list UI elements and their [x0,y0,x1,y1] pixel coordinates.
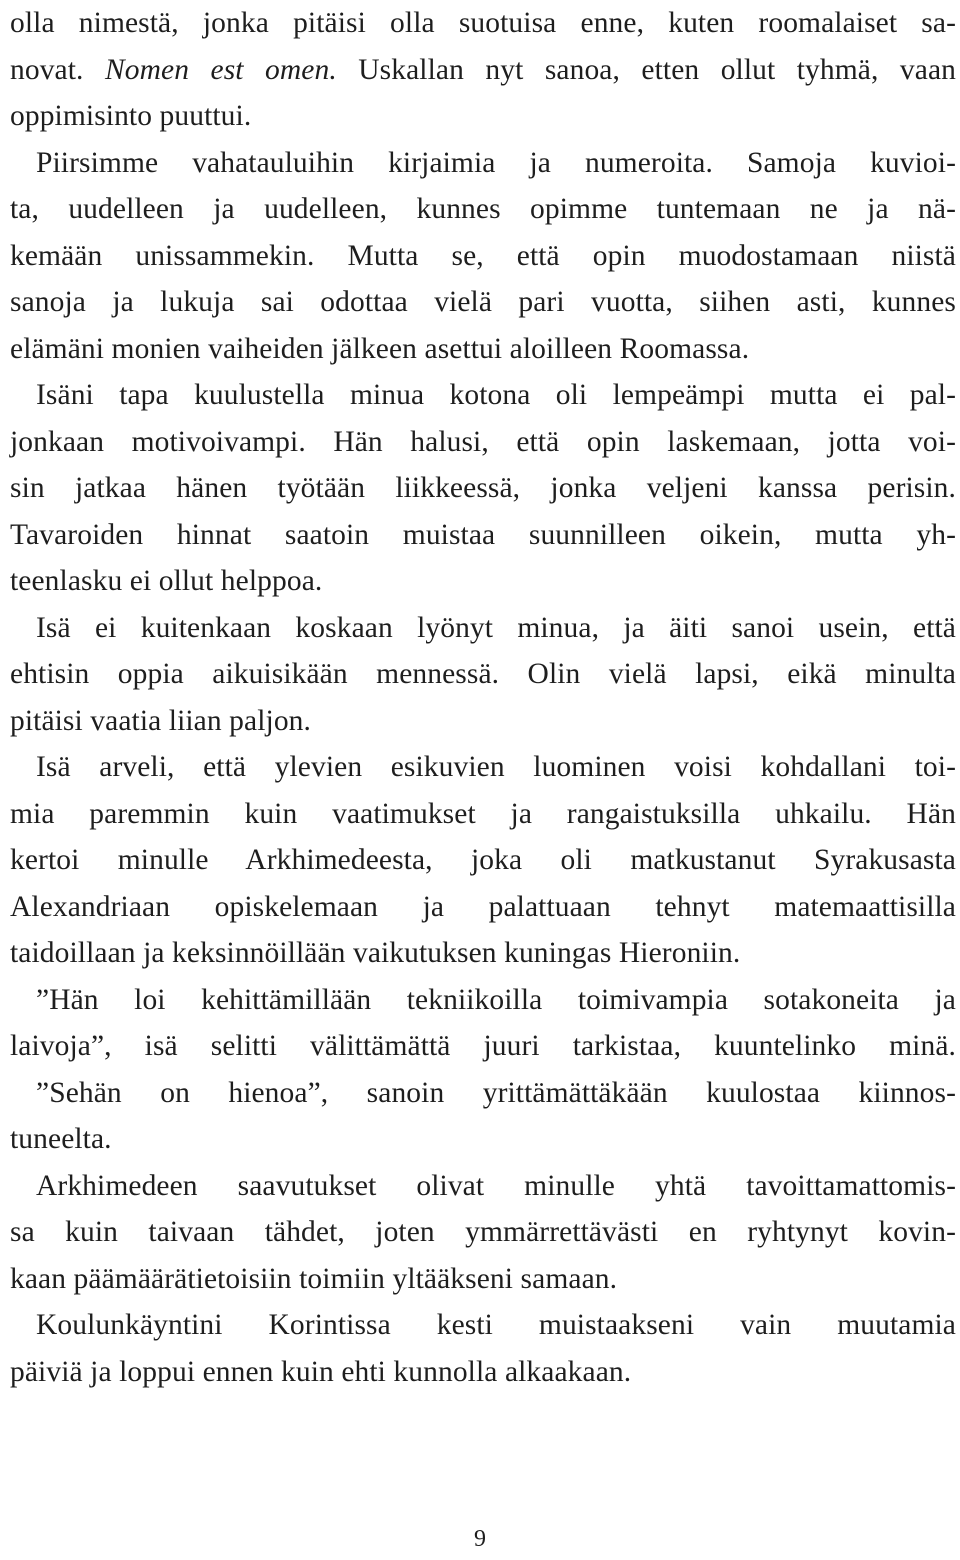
text-line: ehtisin oppia aikuisikään mennessä. Olin vielä lapsi, eikä minulta [10,658,956,690]
text-line: taidoillaan ja keksinnöillään vaikutuksen kuningas Hieroniin. [10,937,741,969]
text-line: Isä arveli, että ylevien esikuvien luominen voisi kohdallani toi- [36,751,956,783]
text-segment: novat. [10,53,105,86]
text-line: Isäni tapa kuulustella minua kotona oli lempeämpi mutta ei pal- [36,379,956,411]
text-line: jonkaan motivoivampi. Hän halusi, että opin laskemaan, jotta voi- [10,425,956,458]
text-line: laivoja”, isä selitti välittämättä juuri tarkistaa, kuuntelinko minä. [10,1030,956,1062]
text-line: kertoi minulle Arkhimedeesta, joka oli matkustanut Syrakusasta [10,844,956,876]
text-line: ”Sehän on hienoa”, sanoin yrittämättäkään kuulostaa kiinnos- [36,1076,956,1109]
text-line: Piirsimme vahatauluihin kirjaimia ja numeroita. Samoja kuvioi- [36,146,956,179]
text-line: kaan päämäärätietoisiin toimiin yltääkseni samaan. [10,1262,618,1295]
text-line: sin jatkaa hänen työtään liikkeessä, jonka veljeni kanssa perisin. [10,472,956,504]
text-line [10,47,956,94]
body-text [10,0,956,1395]
text-line: sanoja ja lukuja sai odottaa vielä pari vuotta, siihen asti, kunnes [10,286,956,318]
text-line: päiviä ja loppui ennen kuin ehti kunnolla alkaakaan. [10,1355,632,1388]
text-line: Tavaroiden hinnat saatoin muistaa suunnilleen oikein, mutta yh- [10,518,956,551]
text-line: kemään unissammekin. Mutta se, että opin muodostamaan niistä [10,239,956,272]
page-number: 9 [474,1526,486,1552]
text-line: oppimisinto puuttui. [10,100,252,132]
text-line: Arkhimedeen saavutukset olivat minulle yhtä tavoittamattomis- [36,1169,956,1202]
text-line: ”Hän loi kehittämillään tekniikoilla toimivampia sotakoneita ja [36,983,956,1016]
text-line: Koulunkäyntini Korintissa kesti muistaakseni vain muutamia [36,1309,956,1341]
text-line: Alexandriaan opiskelemaan ja palattuaan tehnyt matemaattisilla [10,890,956,923]
text-line: ta, uudelleen ja uudelleen, kunnes opimme tuntemaan ne ja nä- [10,193,956,225]
text-line: sa kuin taivaan tähdet, joten ymmärrettävästi en ryhtynyt kovin- [10,1216,956,1248]
text-line: mia paremmin kuin vaatimukset ja rangaistuksilla uhkailu. Hän [10,797,956,830]
text-line: olla nimestä, jonka pitäisi olla suotuisa enne, kuten roomalaiset sa- [10,7,956,39]
italic-phrase: Nomen est omen. [104,53,337,86]
text-line: elämäni monien vaiheiden jälkeen asettui aloilleen Roomassa. [10,332,750,365]
text-line: teenlasku ei ollut helppoa. [10,565,323,597]
text-line: pitäisi vaatia liian paljon. [10,704,311,737]
text-line: tuneelta. [10,1123,112,1155]
text-line: Isä ei kuitenkaan koskaan lyönyt minua, ja äiti sanoi usein, että [36,611,956,644]
text-segment: Uskallan nyt sanoa, etten ollut tyhmä, vaan [336,53,956,86]
